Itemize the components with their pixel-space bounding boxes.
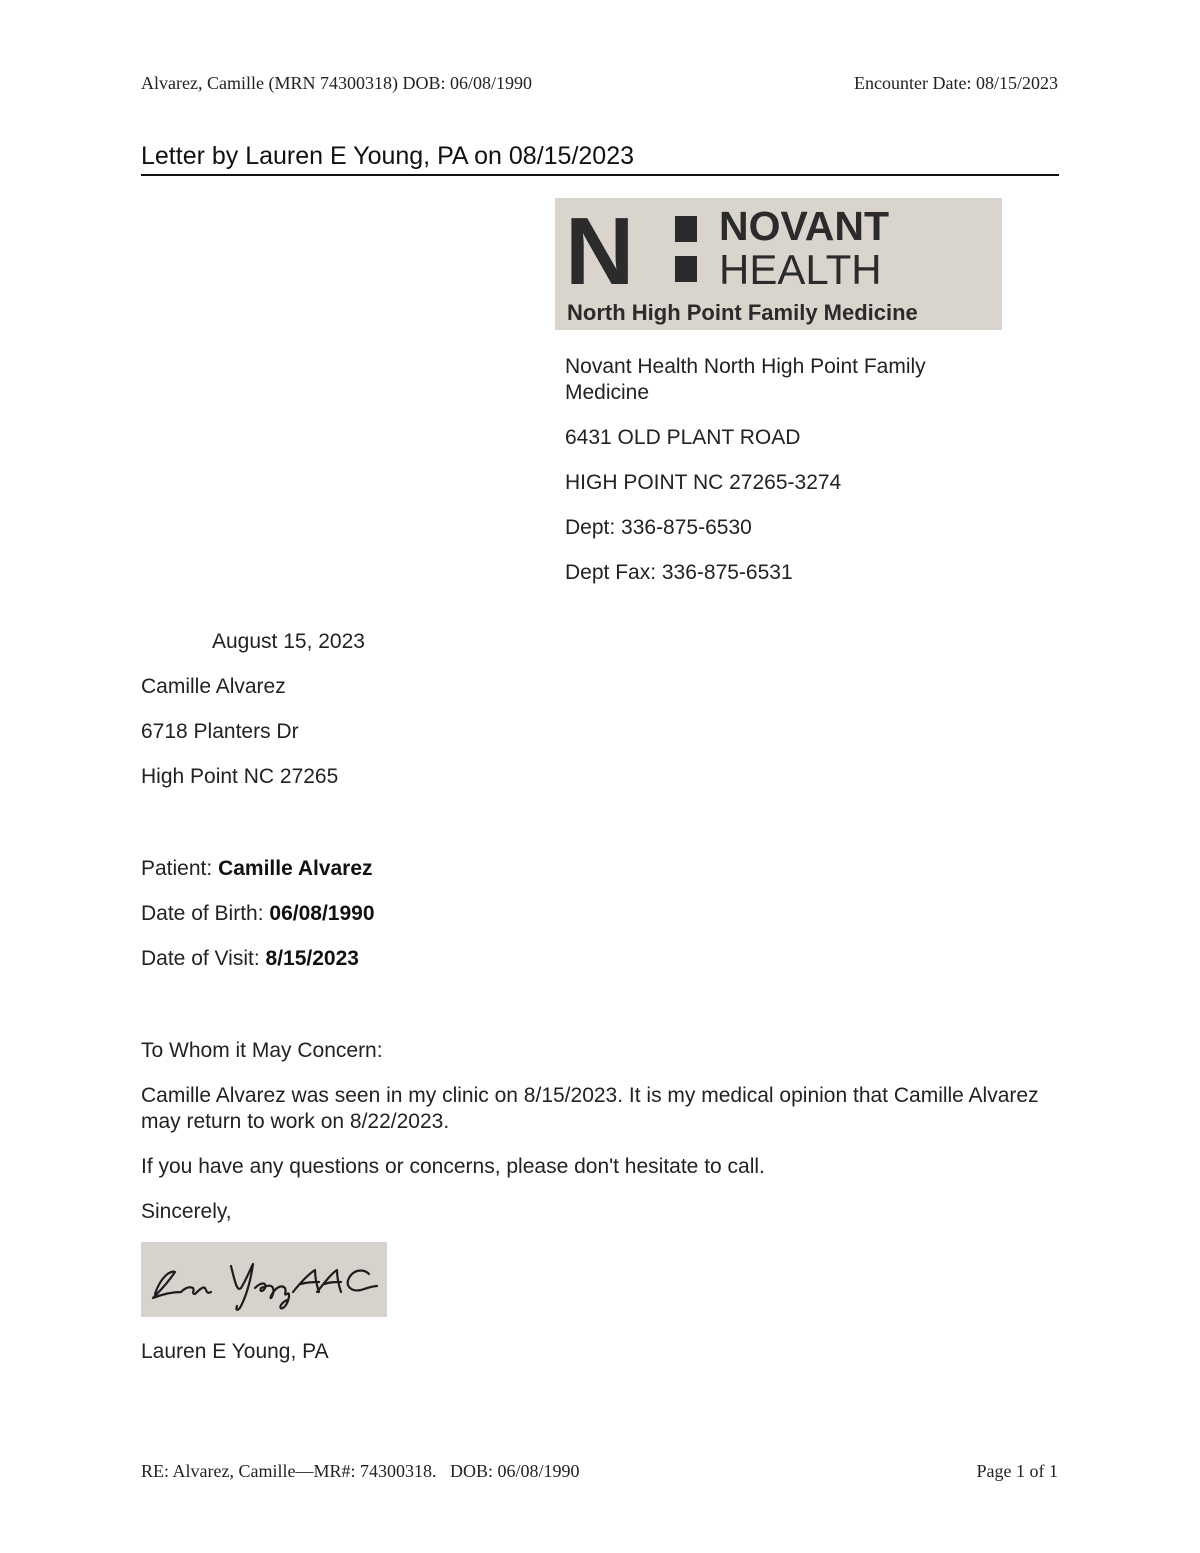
logo-square-top (675, 216, 697, 242)
logo-letter: N (565, 198, 635, 305)
clinic-dept-phone: Dept: 336-875-6530 (565, 516, 752, 539)
signer-name: Lauren E Young, PA (141, 1340, 329, 1363)
clinic-address-block (565, 354, 1005, 605)
novant-logo-graphic (555, 198, 1002, 330)
recipient-city-state-zip: High Point NC 27265 (141, 765, 339, 788)
body-paragraph-1: Camille Alvarez was seen in my clinic on 8/15/2023. It is my medical opinion that Camille Alvarez may return to work on 8/22/2023. (141, 1084, 1039, 1133)
visit-label: Date of Visit: (141, 947, 266, 970)
recipient-street: 6718 Planters Dr (141, 720, 299, 743)
letter-title: Letter by Lauren E Young, PA on 08/15/2023 (141, 142, 635, 170)
recipient-address-block (141, 674, 338, 809)
footer-page-number: Page 1 of 1 (976, 1461, 1058, 1481)
patient-name-line (141, 856, 375, 882)
dob-line (141, 901, 375, 927)
clinic-name: Novant Health North High Point Family Medicine (565, 355, 926, 404)
logo-tagline: North High Point Family Medicine (567, 300, 918, 325)
footer-re-line (141, 1461, 579, 1482)
visit-date-value: 8/15/2023 (265, 947, 359, 970)
handwritten-signature (141, 1242, 387, 1317)
logo-square-bottom (675, 256, 697, 282)
recipient-name: Camille Alvarez (141, 675, 286, 698)
patient-name-value: Camille Alvarez (218, 857, 373, 880)
clinic-city-state-zip: HIGH POINT NC 27265-3274 (565, 471, 842, 494)
clinic-street: 6431 OLD PLANT ROAD (565, 426, 801, 449)
body-paragraph-2: If you have any questions or concerns, please don't hesitate to call. (141, 1155, 765, 1178)
title-divider (141, 174, 1059, 176)
clinic-dept-fax: Dept Fax: 336-875-6531 (565, 561, 793, 584)
logo-brand-line1: NOVANT (719, 203, 890, 249)
salutation: To Whom it May Concern: (141, 1039, 383, 1062)
visit-date-line (141, 946, 375, 972)
dob-value: 06/08/1990 (269, 902, 375, 925)
letter-body (141, 1038, 1041, 1244)
logo-brand-line2: HEALTH (719, 246, 882, 293)
signature-graphic (141, 1242, 387, 1317)
header-encounter-date: Encounter Date: 08/15/2023 (854, 73, 1058, 93)
footer-re-text: RE: Alvarez, Camille—MR#: 74300318. DOB: 06/08/1990 (141, 1461, 580, 1481)
closing: Sincerely, (141, 1200, 232, 1223)
patient-label: Patient: (141, 857, 219, 880)
dob-label: Date of Birth: (141, 902, 270, 925)
header-patient-line: Alvarez, Camille (MRN 74300318) DOB: 06/08/1990 (141, 73, 532, 93)
novant-health-logo (555, 198, 1002, 330)
letter-date: August 15, 2023 (212, 630, 365, 653)
patient-info-block (141, 856, 375, 991)
